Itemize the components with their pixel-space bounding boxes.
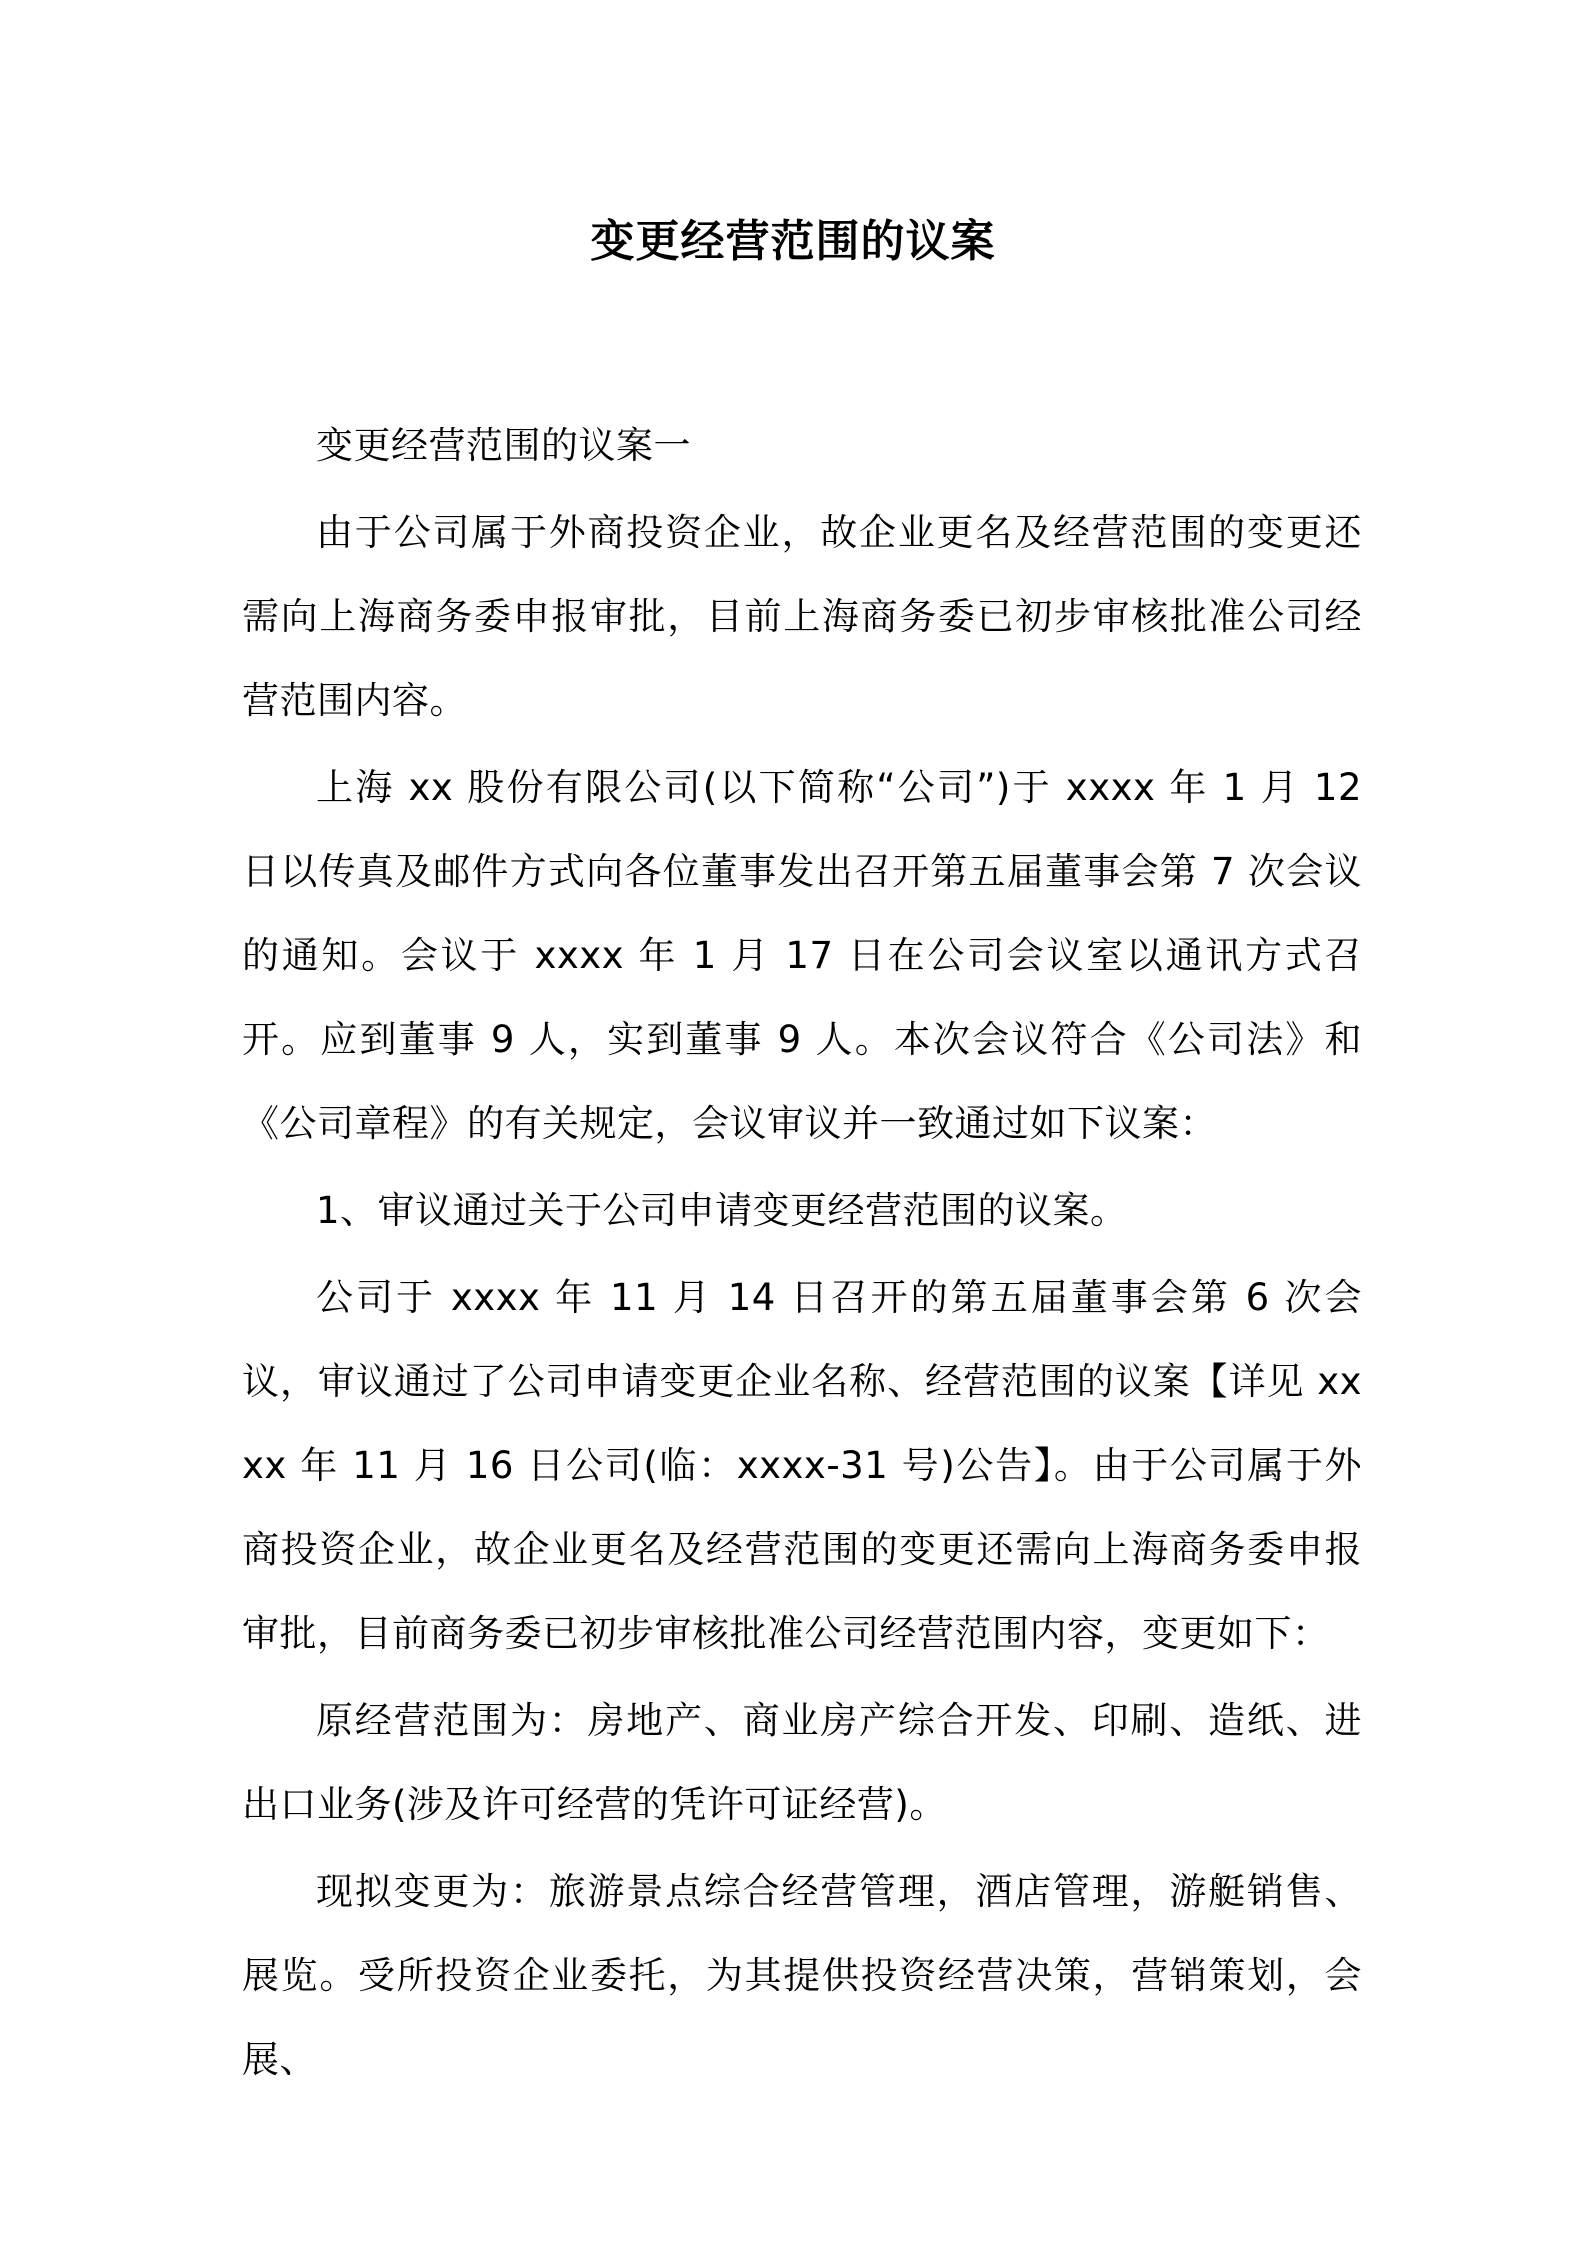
paragraph-original-scope: 原经营范围为：房地产、商业房产综合开发、印刷、造纸、进出口业务(涉及许可经营的凭许可证经营)。 (242, 1699, 1362, 1826)
paragraph-meeting-notice: 上海 xx 股份有限公司(以下简称“公司”)于 xxxx 年 1 月 12 日以传真及邮件方式向各位董事发出召开第五届董事会第 7 次会议的通知。会议于 xxxx 年 1 月 17 日在公司会议室以通讯方式召开。应到董事 9 人，实到董事 9 人。本次会议符合《公司法》和《公司章程》的有关规定，会议审议并一致通过如下议案： (242, 766, 1362, 1145)
document-body (242, 404, 1362, 2105)
document-title: 变更经营范围的议案 (590, 216, 996, 267)
paragraph-intro: 由于公司属于外商投资企业，故企业更名及经营范围的变更还需向上海商务委申报审批，目前上海商务委已初步审核批准公司经营范围内容。 (242, 511, 1362, 722)
paragraph-resolution-detail: 公司于 xxxx 年 11 月 14 日召开的第五届董事会第 6 次会议，审议通过了公司申请变更企业名称、经营范围的议案【详见 xxxx 年 11 月 16 日公司(临：xxxx-31 号)公告】。由于公司属于外商投资企业，故企业更名及经营范围的变更还需向上海商务委申报审批，目前商务委已初步审核批准公司经营范围内容，变更如下： (242, 1276, 1362, 1655)
section-heading: 变更经营范围的议案一 (316, 424, 691, 467)
paragraph-resolution-item: 1、审议通过关于公司申请变更经营范围的议案。 (316, 1189, 1128, 1232)
paragraph-new-scope: 现拟变更为：旅游景点综合经营管理，酒店管理，游艇销售、展览。受所投资企业委托，为其提供投资经营决策，营销策划，会展、 (242, 1870, 1362, 2081)
